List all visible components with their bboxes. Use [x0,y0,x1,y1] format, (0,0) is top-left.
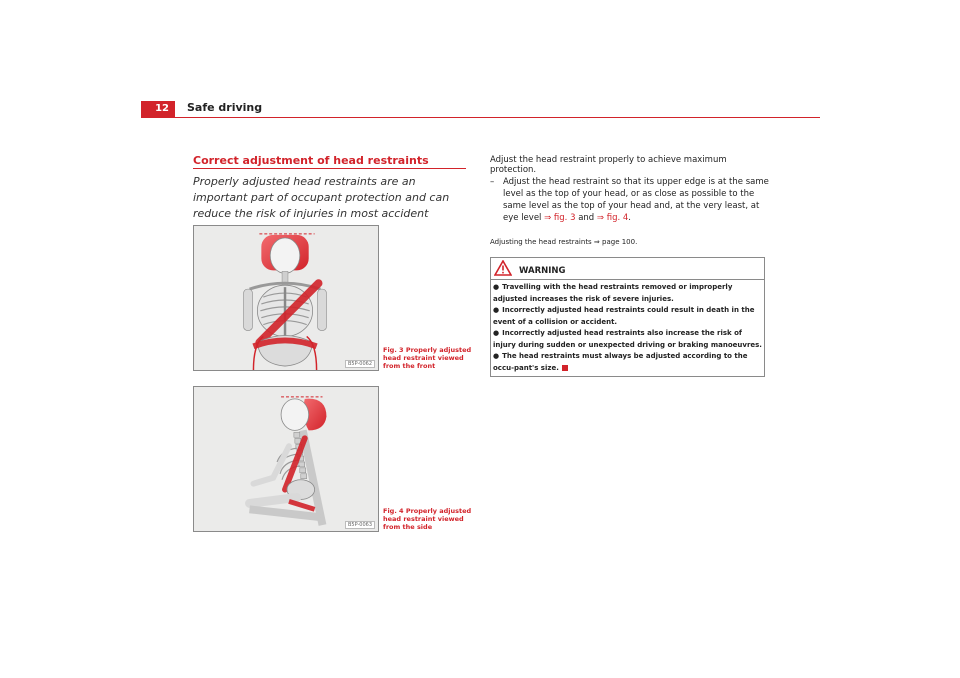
instruction-step [490,176,770,224]
page-reference-note: Adjusting the head restraints ⇒ page 100. [490,238,638,246]
figure-code: B5P-0062 [345,360,375,368]
step-text: Adjust the head restraint so that its upper edge is at the same level as the top of your head, or as close as possible to the same level as the top of your head and, at the very least, at eye level [503,177,769,223]
step-text-block [503,176,770,224]
step-dash: – [490,177,495,187]
figure-code: B5P-0063 [345,521,375,529]
warning-item-text: The head restraints must always be adjusted according to the occu-pant's size. [493,352,748,372]
step-connector: and [578,213,595,223]
warning-item-text: Travelling with the head restraints removed or improperly adjusted increases the risk of severe injuries. [493,283,733,303]
bullet-icon: ● [493,352,500,360]
bullet-icon: ● [493,283,500,291]
figure-3-caption: Fig. 3 Properly adjusted head restraint viewed from the front [383,346,472,370]
section-end-marker-icon [562,365,568,371]
skeleton-side-illustration [194,387,378,531]
warning-item-text: Incorrectly adjusted head restraints could result in death in the event of a collision or accident. [493,306,755,326]
header-divider [175,117,820,118]
lead-paragraph: Adjust the head restraint properly to achieve maximum protection. [490,155,727,175]
warning-box [490,257,765,377]
warning-triangle-icon [494,260,512,276]
warning-item [493,305,762,328]
figure-front-view [193,225,379,371]
warning-title: WARNING [519,266,566,276]
figure-side-view [193,386,379,532]
fig4-reference-link[interactable]: ⇒ fig. 4 [596,213,629,223]
intro-paragraph: Properly adjusted head restraints are an important part of occupant protection and can reduce the risk of injuries in most accident [193,175,450,220]
warning-list [491,282,764,374]
warning-item [493,351,762,374]
bullet-icon: ● [493,306,500,314]
belt-lap [289,501,315,509]
running-header: Safe driving [187,101,263,114]
section-divider [193,168,466,169]
warning-item [493,328,762,351]
skeleton-front-illustration [194,226,378,370]
warning-item-text: Incorrectly adjusted head restraints also increase the risk of injury during sudden or unexpected driving or braking manoeuvres. [493,329,762,349]
figure-4-caption: Fig. 4 Properly adjusted head restraint viewed from the side [383,507,472,531]
warning-header [491,258,764,280]
page-number: 12 [141,101,175,118]
fig3-reference-link[interactable]: ⇒ fig. 3 [544,213,576,223]
section-title: Correct adjustment of head restraints [193,154,429,167]
warning-item [493,282,762,305]
step-terminator: . [628,213,631,223]
bullet-icon: ● [493,329,500,337]
